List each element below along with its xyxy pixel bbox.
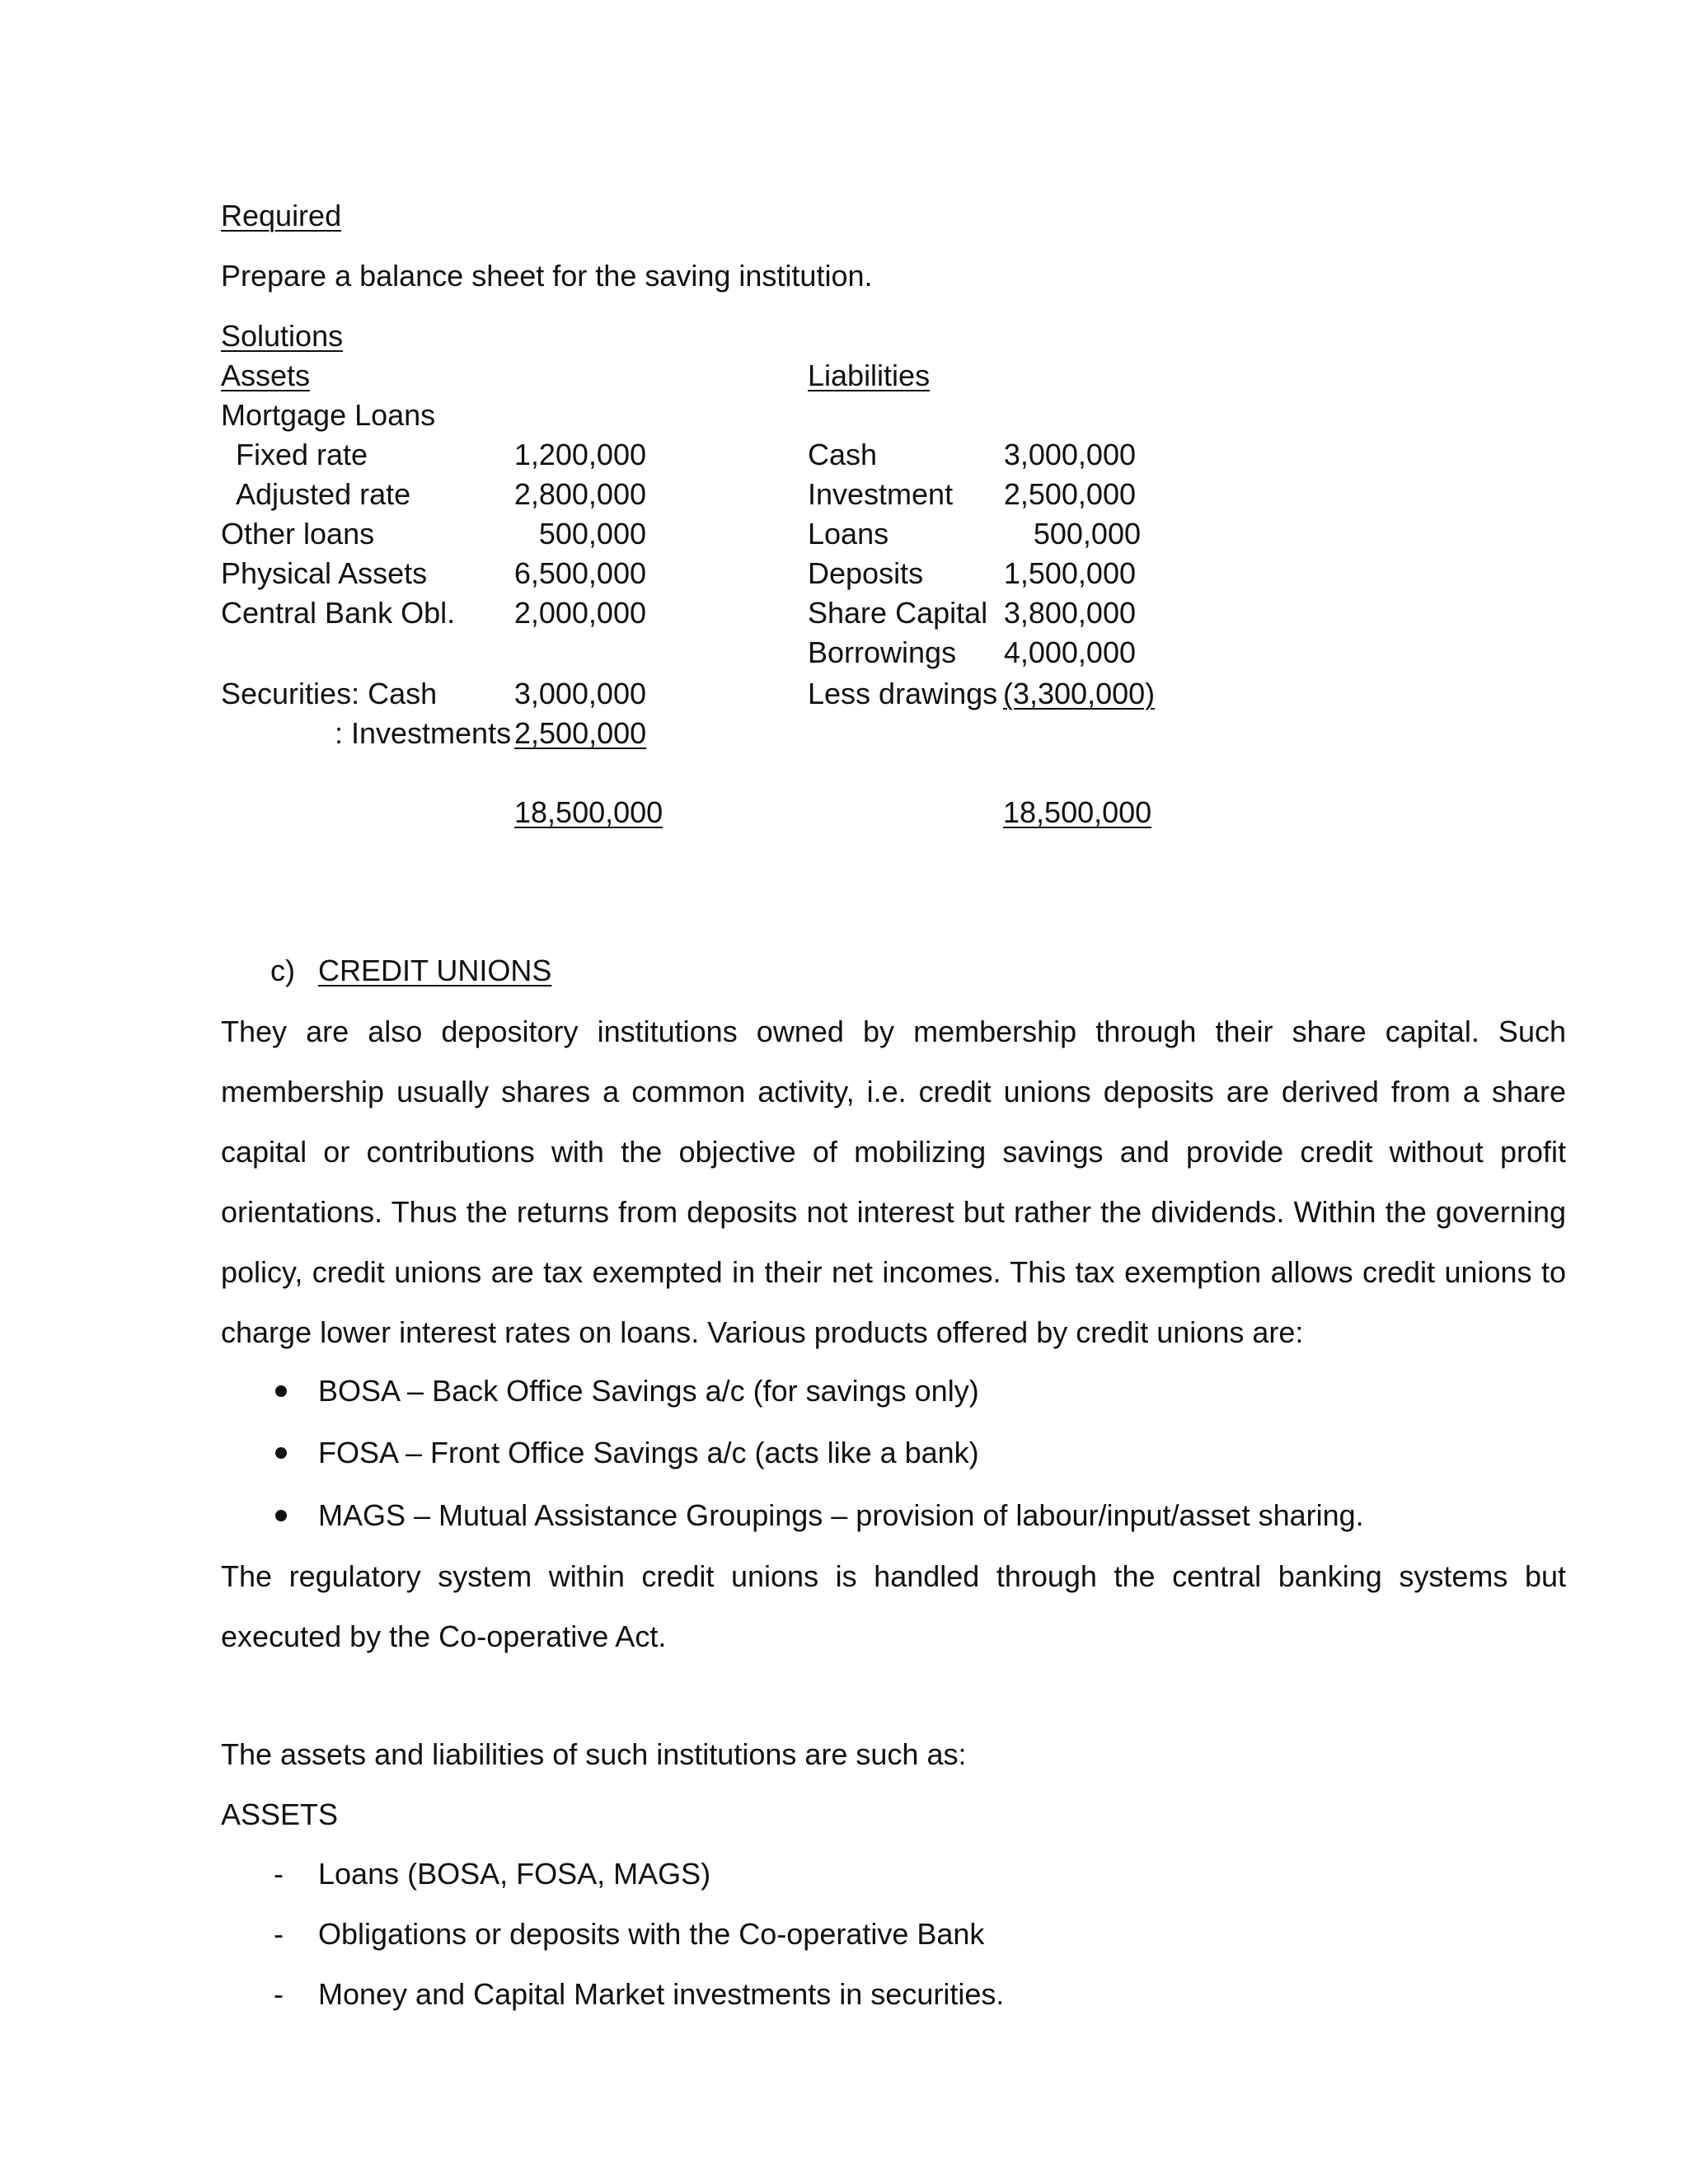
securities-investments-value: 2,500,000 (514, 716, 647, 750)
required-instruction: Prepare a balance sheet for the saving institution. (221, 259, 873, 293)
asset-value: 6,500,000 (513, 556, 646, 590)
liability-value: 3,000,000 (1003, 438, 1136, 471)
bullet-icon (275, 1510, 287, 1521)
liability-value: 500,000 (1033, 517, 1141, 551)
credit-unions-intro: They are also depository institutions owned by membership through their share capital. Such membership usually shares a common activity, i.e. credit unions deposits are derived from a share capital or contributions with the objective of mobilizing savings and provide credit without profit orientations. Thus the returns from deposits not interest but rather the dividends. Within the governing policy, credit unions are tax exempted in their net incomes. This tax exemption allows credit unions to charge lower interest rates on loans. Various products offered by credit unions are: (221, 1015, 1566, 1349)
assets-intro: The assets and liabilities of such institutions are such as: (221, 1737, 967, 1771)
regulatory-paragraph: The regulatory system within credit unions is handled through the central banking systems but executed by the Co-operative Act. (221, 1559, 1566, 1653)
liability-value: 3,800,000 (1003, 596, 1136, 630)
liability-label: Loans (808, 517, 889, 551)
section-marker: c) (270, 954, 295, 987)
asset-list-item: Money and Capital Market investments in securities. (318, 1977, 1005, 2011)
securities-investments-label: : Investments (335, 716, 512, 750)
securities-cash-label: Securities: Cash (221, 677, 438, 710)
asset-label: Physical Assets (221, 556, 428, 590)
asset-value: 2,800,000 (513, 477, 646, 511)
liability-label: Deposits (808, 556, 924, 590)
credit-unions-heading: CREDIT UNIONS (318, 954, 552, 987)
asset-value: 500,000 (538, 517, 646, 551)
asset-list-item: Obligations or deposits with the Co-operative Bank (318, 1917, 985, 1951)
liability-label: Cash (808, 438, 878, 471)
asset-value: 2,000,000 (513, 596, 646, 630)
asset-label: Central Bank Obl. (221, 596, 456, 630)
asset-value: 1,200,000 (513, 438, 646, 471)
liability-label: Less drawings (808, 677, 998, 710)
liabilities-total: 18,500,000 (1003, 795, 1152, 829)
assets-total: 18,500,000 (514, 795, 663, 829)
liability-value: 4,000,000 (1003, 635, 1136, 669)
liability-value: 2,500,000 (1003, 477, 1136, 511)
asset-label: Fixed rate (236, 438, 368, 471)
dash-marker: - (274, 1857, 284, 1891)
product-item: BOSA – Back Office Savings a/c (for savings only) (318, 1374, 979, 1408)
solutions-heading: Solutions (221, 319, 344, 353)
assets-section-heading: ASSETS (221, 1797, 339, 1831)
mortgage-loans-heading: Mortgage Loans (221, 398, 436, 432)
asset-label: Adjusted rate (236, 477, 411, 511)
liability-label: Borrowings (808, 635, 957, 669)
product-item: FOSA – Front Office Savings a/c (acts like a bank) (318, 1436, 979, 1469)
liability-value: 1,500,000 (1003, 556, 1136, 590)
product-item: MAGS – Mutual Assistance Groupings – provision of labour/input/asset sharing. (318, 1498, 1364, 1532)
bullet-icon (275, 1385, 287, 1397)
securities-cash-value: 3,000,000 (513, 677, 646, 710)
liability-value: (3,300,000) (1003, 677, 1156, 710)
asset-label: Other loans (221, 517, 375, 551)
liabilities-heading: Liabilities (808, 359, 931, 392)
dash-marker: - (274, 1977, 284, 2011)
assets-heading: Assets (221, 359, 311, 392)
required-heading: Required (221, 199, 342, 232)
dash-marker: - (274, 1917, 284, 1951)
bullet-icon (275, 1447, 287, 1459)
liability-label: Share Capital (808, 596, 988, 630)
liability-label: Investment (808, 477, 954, 511)
asset-list-item: Loans (BOSA, FOSA, MAGS) (318, 1857, 711, 1891)
